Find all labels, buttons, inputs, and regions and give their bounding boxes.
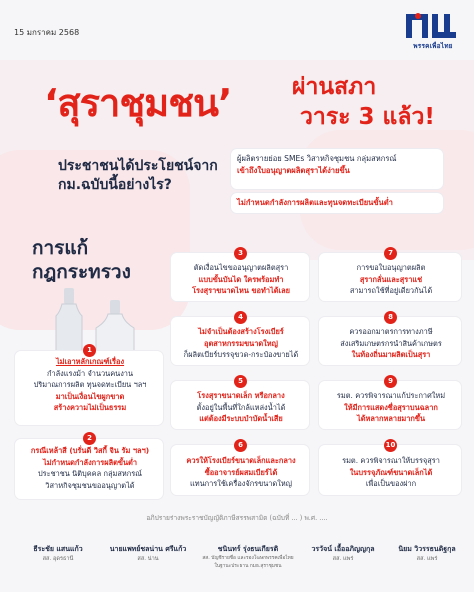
item-badge-4: 4 (234, 311, 247, 324)
date-text: 15 มกราคม 2568 (14, 28, 80, 37)
footnote: อภิปรายร่างพระราชบัญญัติภาษีสรรพสามิต (ฉบับที่ ... ) พ.ศ. .... (146, 514, 328, 522)
item-9-line2: ให้มีการแสดงชื่อสุราบนฉลาก (344, 402, 438, 412)
item-badge-5: 5 (234, 375, 247, 388)
item-6-line3: แทนการใช้เครื่องจักรขนาดใหญ่ (189, 479, 292, 488)
item-4-line1: ไม่จำเป็นต้องสร้างโรงเบียร์ (198, 327, 284, 336)
signer-3 (196, 544, 300, 571)
item-card-8 (318, 313, 462, 366)
item-7-line1: การขอใบอนุญาตผลิต (356, 263, 426, 272)
summary-card-1 (230, 148, 444, 190)
question-line1: ประชาชนได้ประโยชน์จาก (58, 158, 218, 174)
summary-card-2 (230, 192, 444, 214)
section-heading-line1: การแก้ (32, 237, 89, 259)
item-3-line1: ตัดเงื่อนไขขออนุญาตผลิตสุรา (193, 263, 289, 272)
item-7-line3: สามารถใช้ที่อยู่เดียวกันได้ (349, 286, 433, 295)
title-line2: วาระ 3 แล้ว! (300, 104, 435, 130)
item-4-line3: ก็ผลิตเบียร์บรรจุขวด-กระป๋องขายได้ (183, 350, 299, 359)
item-8-line1: ควรออกมาตรการทางภาษี (349, 327, 433, 336)
signer-5 (386, 544, 468, 563)
signer-2 (100, 544, 196, 563)
title-main: ‘สุราชุมชน’ (44, 81, 232, 125)
item-card-3 (170, 249, 310, 302)
item-1-line5: สร้างความไม่เป็นธรรม (53, 403, 127, 412)
item-2-line2: ไม่กำหนดกำลังการผลิตขั้นต่ำ (42, 457, 137, 467)
signer-1-role: สส. อุดรธานี (42, 556, 74, 562)
item-card-1 (14, 346, 164, 426)
party-logo (400, 10, 466, 52)
signer-3-role2: ในฐานะประธาน กมธ.สุราชุมชน (214, 564, 282, 569)
item-3-line3: โรงสุราขนาดไหน ขอทำได้เลย (192, 286, 290, 295)
item-badge-10: 10 (384, 439, 397, 452)
title-line1: ผ่านสภา (292, 74, 377, 100)
item-1-line2: กำลังแรงม้า จำนวนคนงาน (46, 368, 134, 378)
signer-5-role: สส. แพร่ (416, 556, 438, 562)
item-2-line4: วิสาหกิจชุมชนขออนุญาตได้ (45, 480, 135, 490)
item-card-2 (14, 434, 164, 500)
signer-4 (300, 544, 386, 563)
signer-1 (18, 544, 98, 563)
item-badge-2: 2 (83, 432, 96, 445)
item-8-line2: ส่งเสริมเกษตรกรนำสินค้าเกษตร (340, 338, 442, 348)
item-6-line1: ควรให้โรงเบียร์ขนาดเล็กและกลาง (186, 456, 296, 465)
item-10-line1: รมต. ควรพิจารณาให้บรรจุสุรา (342, 456, 440, 465)
item-6-line2: ซื้ออาจารย์ผสมเบียร์ได้ (204, 467, 278, 477)
summary-line2: เข้าถึงใบอนุญาตผลิตสุราได้ง่ายขึ้น (237, 166, 350, 175)
item-2-line1: กรณีเหล้าสี (บรั่นดี วิสกี้ จิน รัม ฯลฯ) (30, 446, 150, 455)
signer-5-name: นิยม วิวรรธนดิฐกุล (398, 545, 456, 553)
item-card-7 (318, 249, 462, 302)
signer-4-role: สส. แพร่ (332, 556, 354, 562)
item-9-line3: ได้หลากหลายมากขึ้น (356, 414, 426, 423)
signer-2-role: สส. น่าน (137, 556, 159, 562)
question-line2: กม.ฉบับนี้อย่างไร? (58, 177, 172, 193)
signer-1-name: ธีระชัย แสนแก้ว (33, 545, 83, 553)
item-1-line3: ปริมาณการผลิต ทุนจดทะเบียน ฯลฯ (33, 380, 147, 389)
item-badge-7: 7 (384, 247, 397, 260)
item-10-line2: ในบรรจุภัณฑ์ขนาดเล็กได้ (349, 467, 433, 477)
signer-2-name: นายแพทย์ชลน่าน ศรีแก้ว (109, 545, 187, 553)
item-7-line2: สุรากลั่นและสุราแช่ (359, 274, 423, 284)
signer-3-name: ชนินทร์ รุ่งธนเกียรติ (217, 545, 279, 553)
item-card-5 (170, 377, 310, 430)
item-9-line1: รมต. ควรพิจารณาแก้ประกาศใหม่ (336, 391, 446, 400)
item-5-line3: แต่ต้องมีระบบบำบัดน้ำเสีย (199, 414, 283, 423)
signer-3-role: สส. บัญชีรายชื่อ และรองโฆษกพรรคเพื่อไทย (202, 556, 294, 561)
item-5-line2: ตั้งอยู่ในพื้นที่ใกล้แหล่งน้ำได้ (196, 402, 286, 412)
party-logo-icon (404, 10, 458, 40)
item-card-10 (318, 441, 462, 496)
item-badge-6: 6 (234, 439, 247, 452)
party-name: พรรคเพื่อไทย (413, 42, 453, 50)
item-8-line3: ในท้องถิ่นมาผลิตเป็นสุรา (351, 350, 431, 359)
item-4-line2: อุตสาหกรรมขนาดใหญ่ (204, 338, 278, 348)
summary-line1: ผู้ผลิตรายย่อย SMEs วิสาหกิจชุมชน กลุ่มสหกรณ์ (237, 154, 397, 163)
item-badge-3: 3 (234, 247, 247, 260)
item-1-line4: มาเป็นเงื่อนไขผูกขาด (55, 391, 125, 401)
item-10-line3: เพื่อเป็นของฝาก (365, 479, 417, 488)
item-2-line3: ประชาชน นิติบุคคล กลุ่มสหกรณ์ (37, 469, 143, 478)
item-badge-9: 9 (384, 375, 397, 388)
item-3-line2: แบบขั้นบันได ใครพร้อมทำ (198, 274, 284, 284)
section-heading-line2: กฎกระทรวง (32, 261, 131, 283)
question-heading (58, 157, 258, 195)
item-badge-8: 8 (384, 311, 397, 324)
item-5-line1: โรงสุราขนาดเล็ก หรือกลาง (197, 391, 285, 400)
item-card-6 (170, 441, 310, 496)
item-badge-1: 1 (83, 344, 96, 357)
item-1-line1: ไม่เอาหลักเกณฑ์เรื่อง (55, 357, 125, 366)
signer-4-name: วรวัจน์ เอื้ออภิญญกุล (311, 545, 375, 553)
item-card-4 (170, 313, 310, 366)
summary-line3: ไม่กำหนดกำลังการผลิตและทุนจดทะเบียนขั้นต่ำ (237, 198, 393, 207)
item-card-9 (318, 377, 462, 430)
section-heading (32, 236, 131, 284)
